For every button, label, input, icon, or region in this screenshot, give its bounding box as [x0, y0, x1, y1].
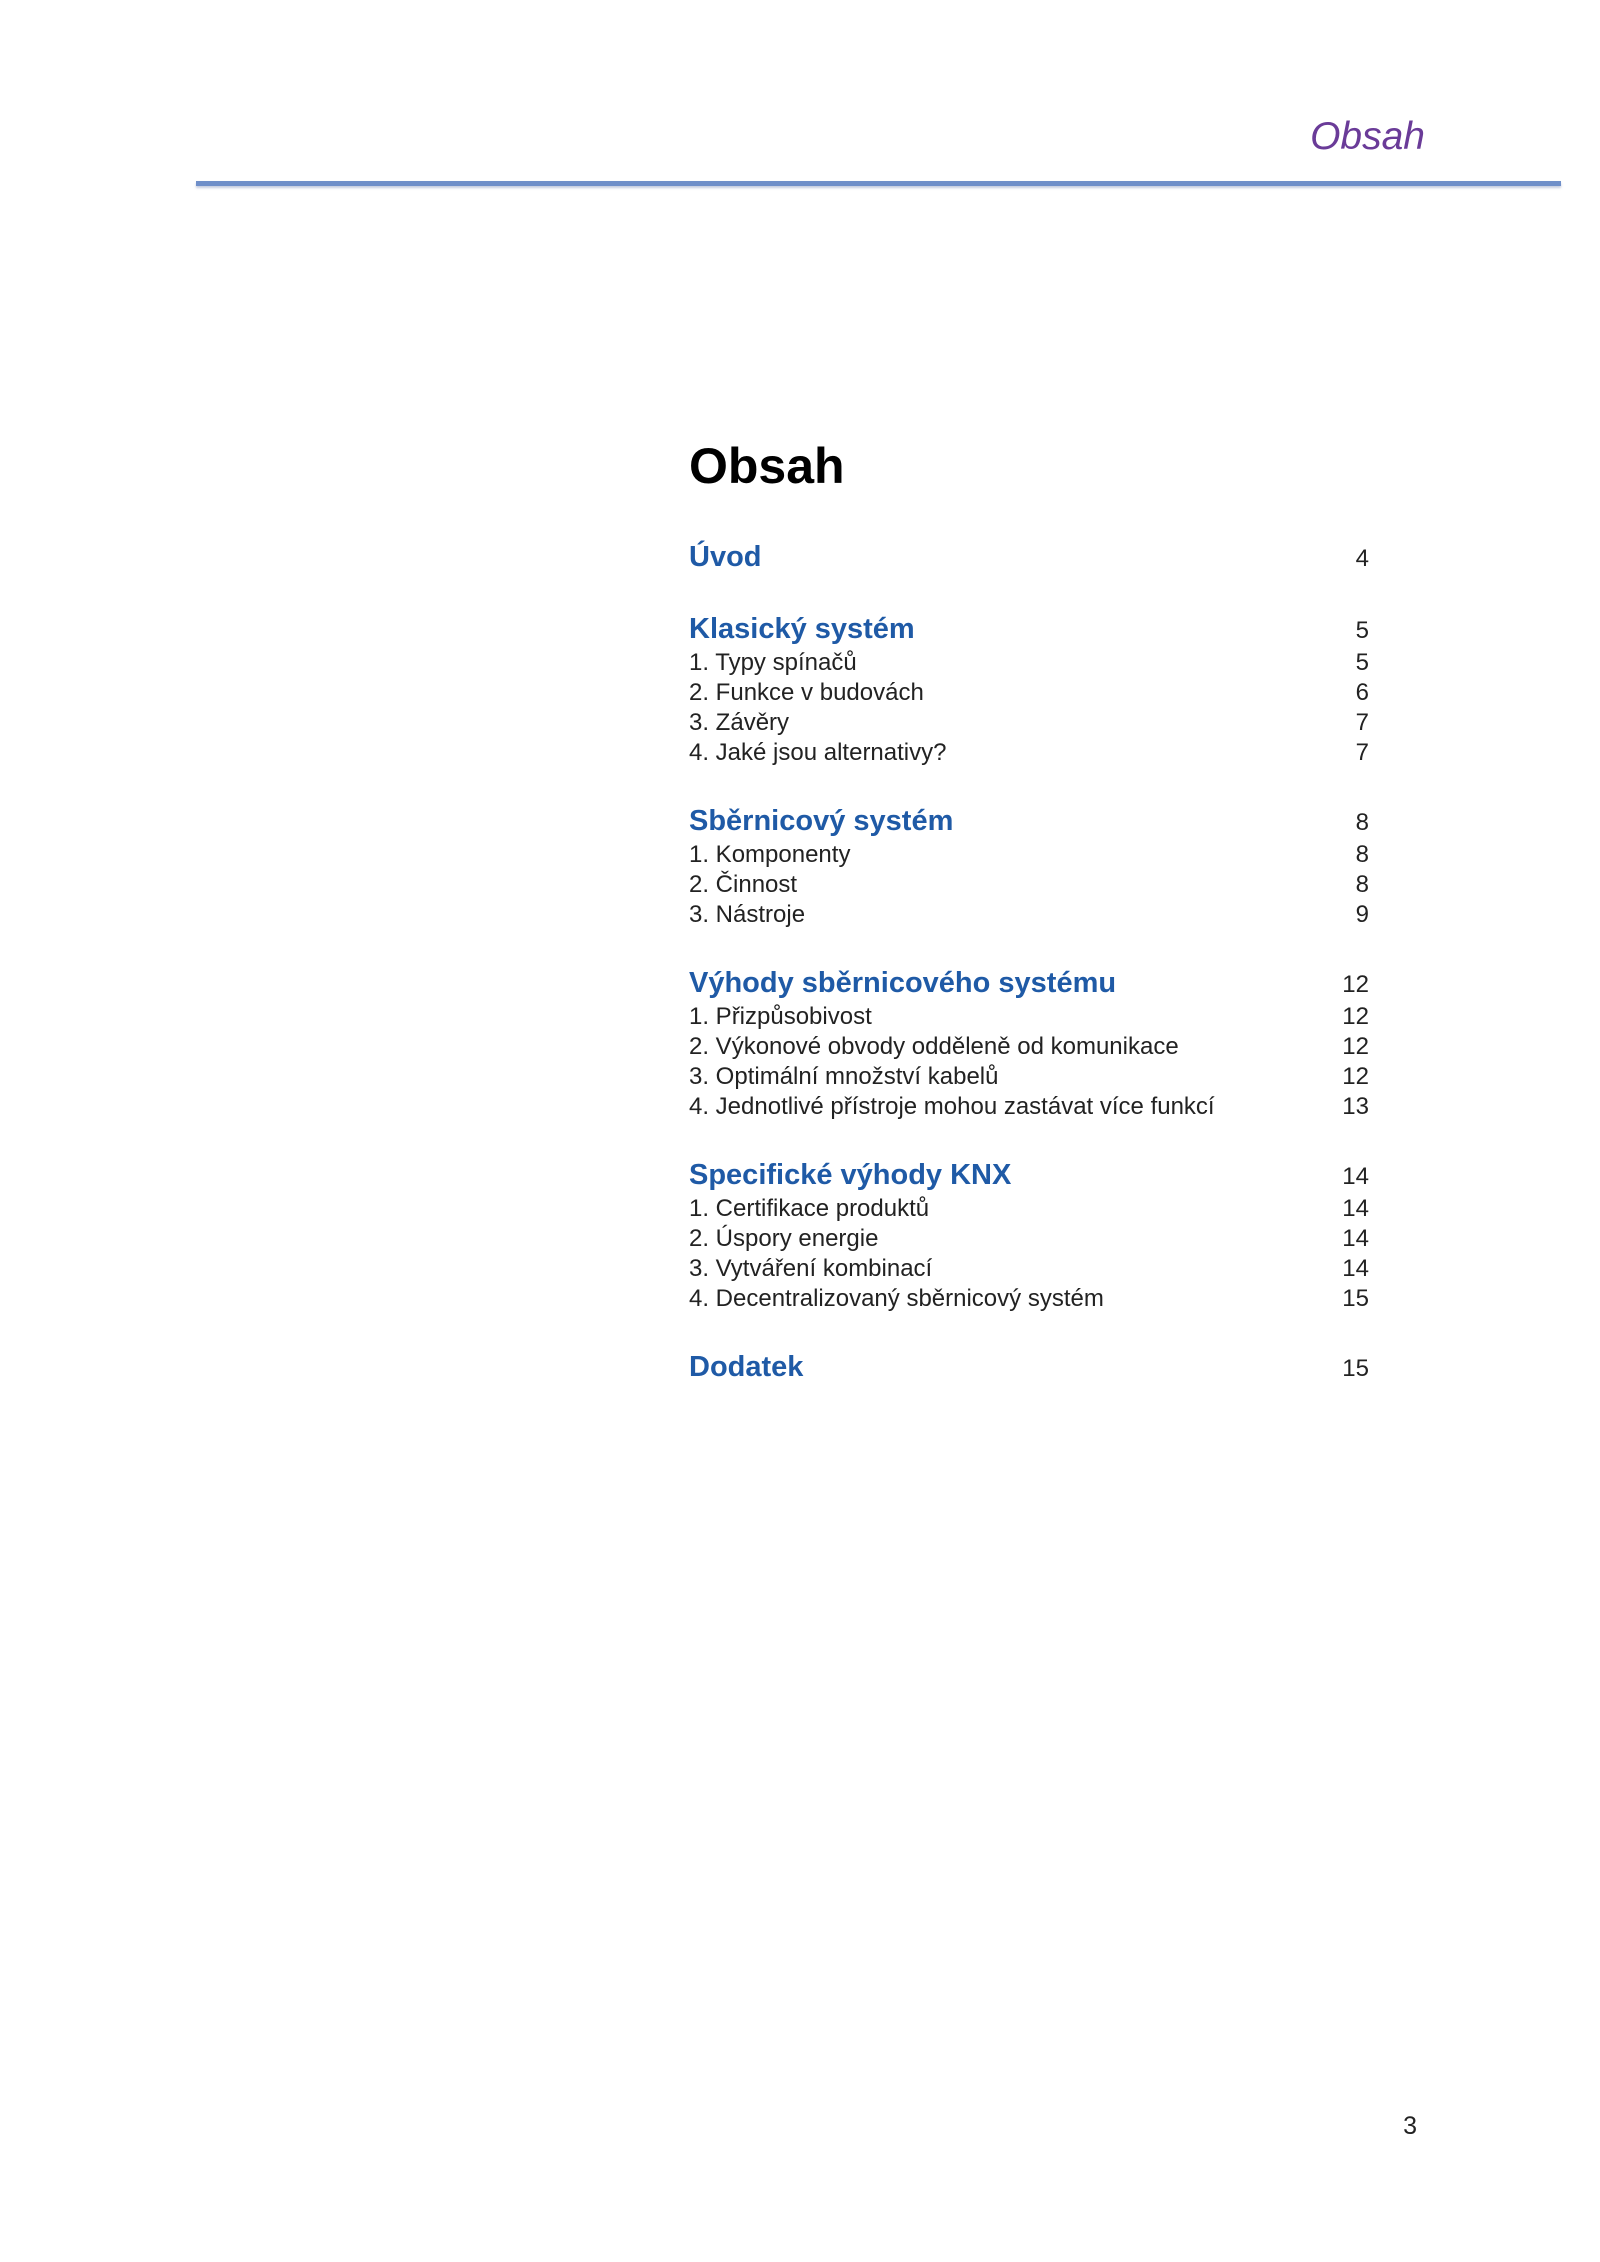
toc-section-title: Specifické výhody KNX	[689, 1159, 1012, 1191]
page-number: 3	[1403, 2112, 1417, 2140]
toc-section-page: 14	[1342, 1163, 1369, 1190]
toc-item	[689, 738, 1369, 768]
toc-section-klasicky-system	[689, 610, 1369, 768]
toc-section-page: 5	[1355, 617, 1369, 644]
toc-section-page: 8	[1355, 809, 1369, 836]
toc-section-heading	[689, 1156, 1369, 1194]
toc-item-page: 5	[1355, 649, 1369, 676]
toc-item-label: 1. Certifikace produktů	[689, 1195, 930, 1222]
toc-section-page: 4	[1355, 545, 1369, 572]
toc-item	[689, 1194, 1369, 1224]
toc-section-dodatek	[689, 1348, 1369, 1386]
toc-item	[689, 1002, 1369, 1032]
toc-item-page: 12	[1342, 1003, 1369, 1030]
toc-item-label: 4. Jaké jsou alternativy?	[689, 739, 947, 766]
toc-item-label: 4. Jednotlivé přístroje mohou zastávat více funkcí	[689, 1093, 1215, 1120]
toc-section-vyhody-sbernicoveho-systemu	[689, 964, 1369, 1122]
toc-section-title: Dodatek	[689, 1351, 804, 1383]
toc-item-label: 1. Komponenty	[689, 841, 851, 868]
toc-item-label: 1. Typy spínačů	[689, 649, 857, 676]
toc-item-label: 2. Činnost	[689, 871, 798, 898]
toc-section-heading	[689, 1348, 1369, 1386]
toc-item-page: 14	[1342, 1195, 1369, 1222]
toc-item-page: 6	[1355, 679, 1369, 706]
toc-item-label: 2. Úspory energie	[689, 1225, 879, 1252]
toc-section-title: Klasický systém	[689, 613, 915, 645]
toc-item	[689, 1062, 1369, 1092]
toc-item-page: 7	[1355, 709, 1369, 736]
toc-item-page: 15	[1342, 1285, 1369, 1312]
toc-item-label: 3. Závěry	[689, 709, 790, 736]
toc-section-title: Sběrnicový systém	[689, 805, 954, 837]
toc-section-heading	[689, 538, 1369, 576]
toc-section-heading	[689, 802, 1369, 840]
toc-item-label: 3. Optimální množství kabelů	[689, 1063, 999, 1090]
toc-section-sbernicovy-system	[689, 802, 1369, 930]
toc-item-label: 2. Výkonové obvody odděleně od komunikace	[689, 1033, 1179, 1060]
toc-item-label: 1. Přizpůsobivost	[689, 1003, 872, 1030]
toc-item	[689, 1092, 1369, 1122]
toc-item-label: 4. Decentralizovaný sběrnicový systém	[689, 1285, 1104, 1312]
toc-item-label: 3. Vytváření kombinací	[689, 1255, 933, 1282]
toc-item-page: 8	[1355, 871, 1369, 898]
toc-item	[689, 1224, 1369, 1254]
toc-section-title: Úvod	[689, 541, 762, 573]
toc-item-page: 12	[1342, 1033, 1369, 1060]
toc-item-page: 14	[1342, 1255, 1369, 1282]
toc-item	[689, 900, 1369, 930]
toc-item	[689, 840, 1369, 870]
header-rule	[196, 181, 1561, 186]
toc-item	[689, 870, 1369, 900]
toc-section-heading	[689, 964, 1369, 1002]
toc-section-specificke-vyhody-knx	[689, 1156, 1369, 1314]
toc-item-page: 7	[1355, 739, 1369, 766]
toc-item-page: 14	[1342, 1225, 1369, 1252]
toc-section-uvod	[689, 538, 1369, 576]
toc-item-page: 8	[1355, 841, 1369, 868]
toc-section-page: 15	[1342, 1355, 1369, 1382]
toc-item-label: 3. Nástroje	[689, 901, 806, 928]
toc-item-page: 12	[1342, 1063, 1369, 1090]
table-of-contents	[689, 432, 1369, 1420]
toc-item-page: 13	[1342, 1093, 1369, 1120]
toc-item-page: 9	[1355, 901, 1369, 928]
running-head: Obsah	[1310, 115, 1425, 158]
toc-item	[689, 678, 1369, 708]
toc-section-heading	[689, 610, 1369, 648]
toc-item	[689, 708, 1369, 738]
toc-item-label: 2. Funkce v budovách	[689, 679, 924, 706]
toc-section-title: Výhody sběrnicového systému	[689, 967, 1117, 999]
toc-item	[689, 1284, 1369, 1314]
toc-item	[689, 1254, 1369, 1284]
toc-item	[689, 1032, 1369, 1062]
toc-title: Obsah	[689, 438, 845, 494]
toc-section-page: 12	[1342, 971, 1369, 998]
toc-item	[689, 648, 1369, 678]
